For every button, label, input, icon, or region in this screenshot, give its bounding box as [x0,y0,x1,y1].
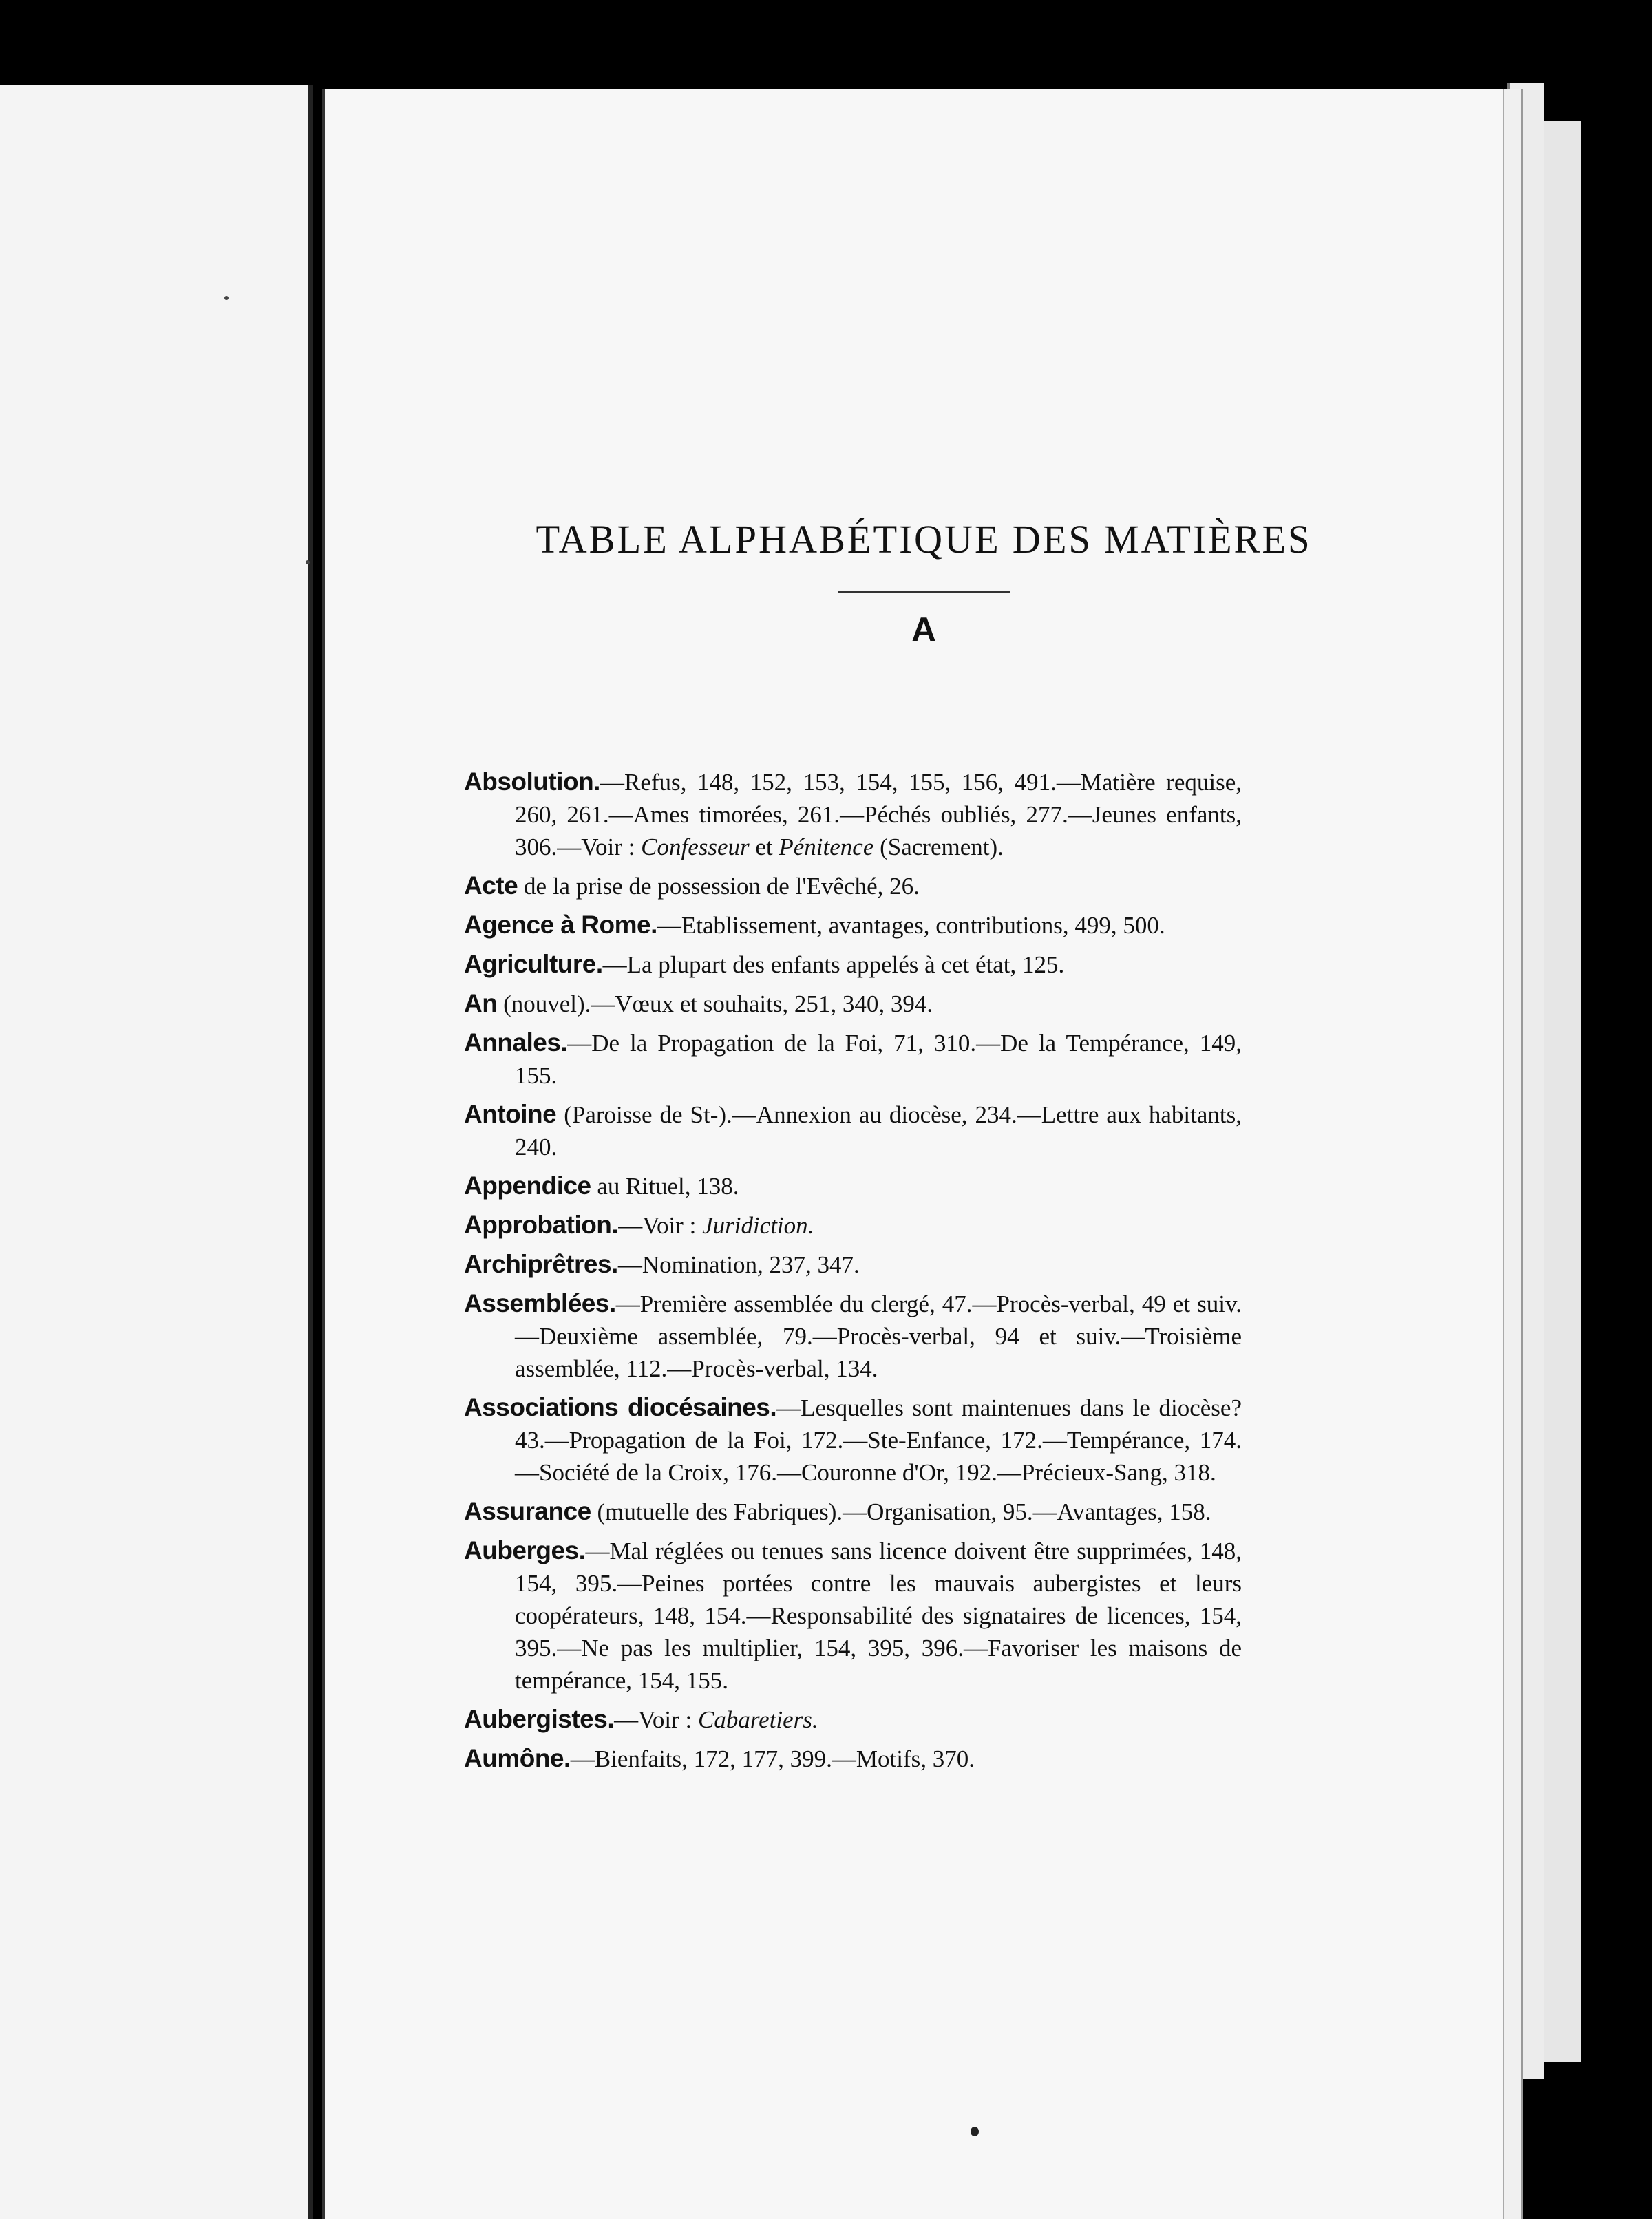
entry-text: de la prise de possession de l'Evêché, 26. [518,873,920,900]
index-entry [464,948,1242,981]
entry-reference: Juridiction. [702,1212,814,1239]
index-entry [464,1209,1242,1242]
entry-heading: Absolution. [464,767,600,796]
index-entry [464,869,1242,902]
index-entries [464,765,1242,1781]
entry-heading: Aubergistes. [464,1705,615,1733]
entry-text: (nouvel).—Vœux et souhaits, 251, 340, 394. [497,990,933,1017]
page-edge [1503,89,1523,2219]
book-page [322,89,1523,2219]
entry-heading: Agence à Rome. [464,911,657,939]
entry-heading: An [464,989,498,1017]
entry-text: —Lesquelles sont maintenues dans le diocèse? 43.—Propagation de la Foi, 172.—Ste-Enfance, 172.—Tempérance, 174.—Société de la Croix, 176.—Couronne d'Or, 192.—Précieux-Sang, 318. [515,1394,1242,1486]
entry-text: —Première assemblée du clergé, 47.—Procès-verbal, 49 et suiv.—Deuxième assemblée, 79.—Procès-verbal, 94 et suiv.—Troisième assemblée, 112.—Procès-verbal, 134. [515,1291,1242,1382]
facing-page-left [0,85,313,2219]
entry-text: (mutuelle des Fabriques).—Organisation, 95.—Avantages, 158. [591,1498,1211,1525]
entry-heading: Aumône. [464,1744,571,1772]
index-entry [464,1391,1242,1489]
entry-heading: Approbation. [464,1211,619,1239]
ink-speck [971,2127,979,2136]
entry-reference: Cabaretiers. [698,1706,818,1733]
index-entry [464,909,1242,942]
index-entry [464,1534,1242,1697]
index-entry [464,1098,1242,1163]
index-entry [464,1169,1242,1202]
entry-text: —Etablissement, avantages, contributions, 499, 500. [657,912,1165,939]
index-entry [464,1026,1242,1092]
entry-text: (Sacrement). [873,834,1004,860]
entry-heading: Annales. [464,1028,568,1057]
index-entry [464,987,1242,1020]
entry-reference: Pénitence [779,834,874,860]
entry-text: —Refus, 148, 152, 153, 154, 155, 156, 491.—Matière requise, 260, 261.—Ames timorées, 261.—Péchés oubliés, 277.—Jeunes enfants, 306.—Voir : [515,769,1242,860]
entry-text: —Bienfaits, 172, 177, 399.—Motifs, 370. [570,1745,975,1772]
entry-heading: Archiprêtres. [464,1250,618,1278]
page-header [325,516,1523,650]
entry-text: (Paroisse de St-).—Annexion au diocèse, 234.—Lettre aux habitants, 240. [515,1101,1242,1160]
page-stack-edge [1538,121,1581,2062]
entry-text: —Mal réglées ou tenues sans licence doivent être supprimées, 148, 154, 395.—Peines portées contre les mauvais aubergistes et leurs coopérateurs, 148, 154.—Responsabilité des signataires de licences, 154, 395.—Ne pas les multiplier, 154, 395, 396.—Favoriser les maisons de tempérance, 154, 155. [515,1538,1242,1694]
entry-heading: Associations diocésaines. [464,1393,777,1421]
entry-heading: Agriculture. [464,950,603,978]
index-entry [464,1495,1242,1528]
entry-heading: Assurance [464,1497,591,1525]
entry-heading: Appendice [464,1171,591,1200]
index-entry [464,1703,1242,1736]
ink-speck [224,296,229,300]
page-title: TABLE ALPHABÉTIQUE DES MATIÈRES [536,517,1312,562]
entry-text: au Rituel, 138. [591,1173,739,1200]
entry-heading: Acte [464,871,518,900]
index-entry [464,1287,1242,1385]
ink-speck [306,560,310,564]
entry-text: —La plupart des enfants appelés à cet état, 125. [602,951,1065,978]
entry-text: —De la Propagation de la Foi, 71, 310.—De la Tempérance, 149, 155. [515,1030,1242,1089]
entry-heading: Assemblées. [464,1289,616,1317]
entry-text: —Voir : [614,1706,698,1733]
entry-heading: Auberges. [464,1536,586,1564]
entry-text: —Nomination, 237, 347. [617,1251,860,1278]
entry-text: —Voir : [618,1212,703,1239]
index-entry [464,1248,1242,1281]
entry-heading: Antoine [464,1100,557,1128]
index-entry [464,1742,1242,1775]
title-rule [838,591,1010,593]
section-letter: A [911,611,937,649]
entry-reference: Confesseur [641,834,750,860]
index-entry [464,765,1242,863]
entry-text: et [749,834,779,860]
